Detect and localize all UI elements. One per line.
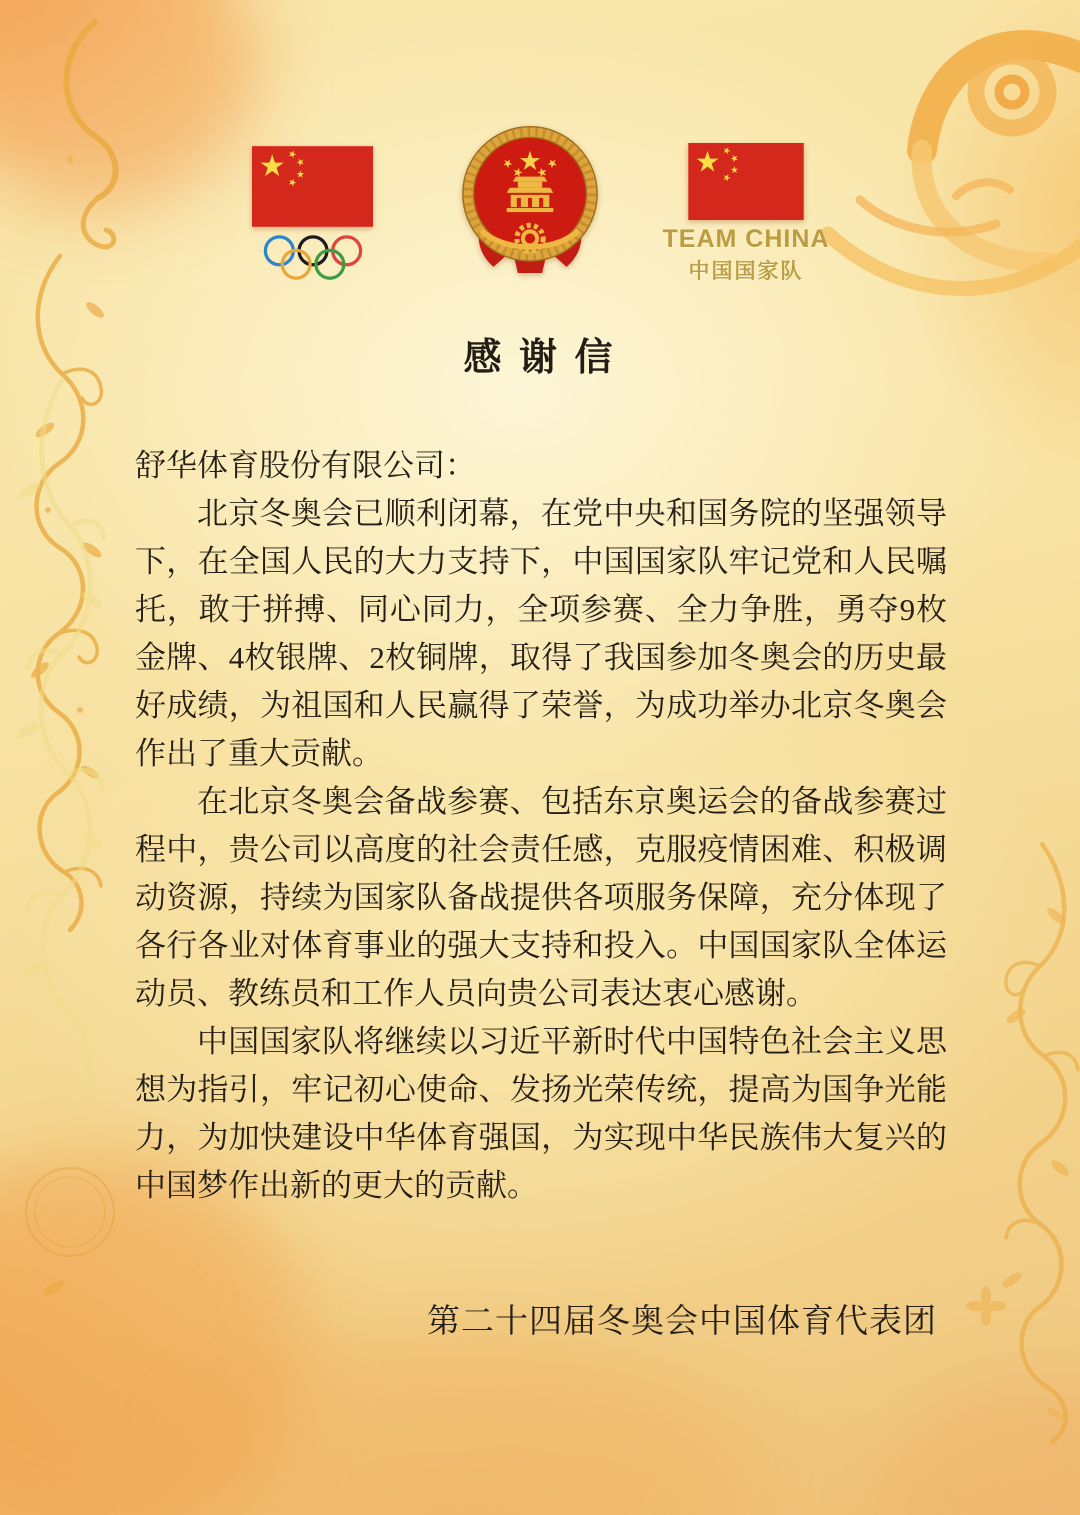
background-glow-bottom-right [880,1380,1080,1515]
national-emblem-icon [459,126,601,284]
flourish-ornament-left [0,10,130,970]
team-china-chinese-label: 中国国家队 [688,259,804,283]
team-china-english-label: TEAM CHINA [662,225,830,253]
team-china-emblem [655,143,837,285]
chinese-olympic-committee-emblem [252,146,373,283]
china-flag-icon [688,143,804,220]
flourish-ornament-left-pale [0,370,112,1110]
flourish-ornament-top-right [800,0,1080,330]
background-glow-bottom-center [180,1330,740,1515]
paragraph-2: 在北京冬奥会备战参赛、包括东京奥运会的备战参赛过程中，贵公司以高度的社会责任感，克服疫情困难、积极调动资源，持续为国家队备战提供各项服务保障，充分体现了各行各业对体育事业的强大支持和投入。中国国家队全体运动员、教练员和工作人员向贵公司表达衷心感谢。 [135,784,947,1011]
china-flag-icon [252,146,373,227]
letter-body [135,442,947,1346]
signature: 第二十四届冬奥会中国体育代表团 [427,1304,937,1340]
national-emblem-of-china [459,126,601,284]
circle-ornament-left [8,1160,138,1310]
paragraph-1: 北京冬奥会已顺利闭幕，在党中央和国务院的坚强领导下，在全国人民的大力支持下，中国国家队牢记党和人民嘱托，敢于拼搏、同心同力，全项参赛、全力争胜，勇夺9枚金牌、4枚银牌、2枚铜牌，取得了我国参加冬奥会的历史最好成绩，为祖国和人民赢得了荣誉，为成功举办北京冬奥会作出了重大贡献。 [135,496,947,771]
letter-title: 感 谢 信 [463,337,617,379]
salutation: 舒华体育股份有限公司： [135,448,476,483]
paragraph-3: 中国国家队将继续以习近平新时代中国特色社会主义思想为指引，牢记初心使命、发扬光荣传统，提高为国争光能力，为加快建设中华体育强国，为实现中华民族伟大复兴的中国梦作出新的更大的贡献。 [135,1024,947,1203]
olympic-rings-icon [263,234,363,283]
background-glow-top-left [0,0,260,210]
